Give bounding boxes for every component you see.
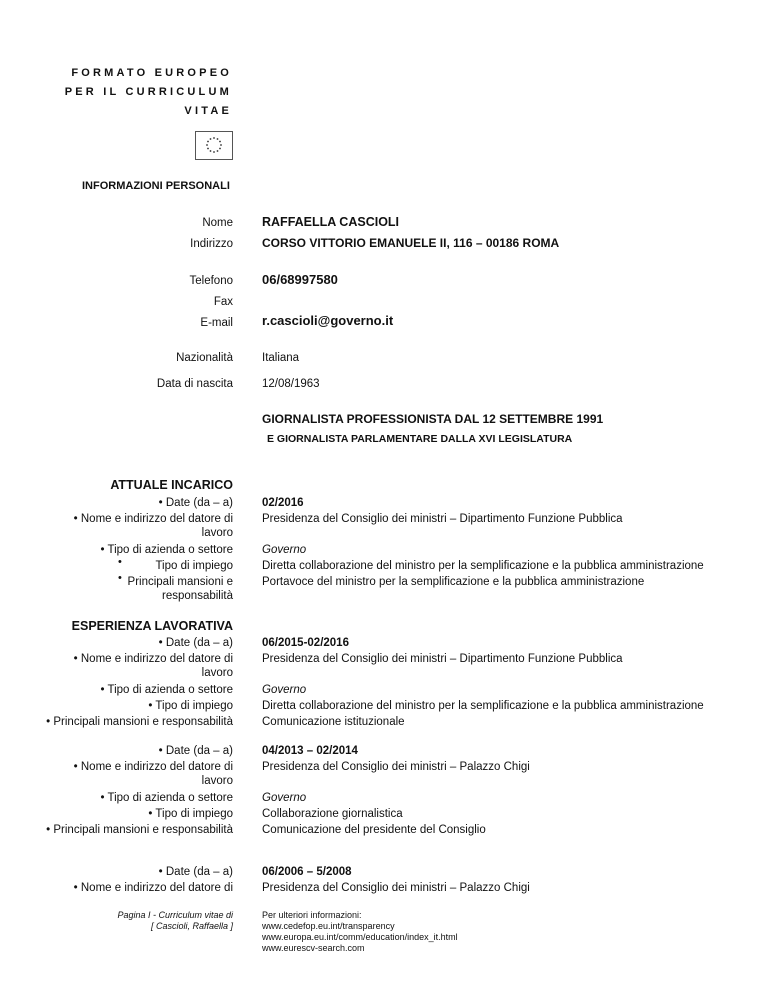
label-azienda: • Tipo di azienda o settore xyxy=(100,684,233,696)
value-nome: RAFFAELLA CASCIOLI xyxy=(262,215,400,229)
label-impiego: • Tipo di impiego xyxy=(148,808,233,820)
current-date: 02/2016 xyxy=(262,497,304,509)
bullet-icon: • xyxy=(118,556,122,568)
label-azienda: • Tipo di azienda o settore xyxy=(100,792,233,804)
current-impiego: Diretta collaborazione del ministro per la semplificazione e la pubblica amministrazione xyxy=(262,560,704,572)
current-datore: Presidenza del Consiglio dei ministri – Dipartimento Funzione Pubblica xyxy=(262,513,623,525)
eu-flag-logo xyxy=(195,131,233,160)
job-2-date: 04/2013 – 02/2014 xyxy=(262,745,358,757)
current-mansioni: Portavoce del ministro per la semplificazione e la pubblica amministrazione xyxy=(262,576,645,588)
label-indirizzo: Indirizzo xyxy=(190,238,233,250)
value-nazionalita: Italiana xyxy=(262,352,300,364)
current-azienda: Governo xyxy=(262,544,307,556)
cv-title-line-1: FORMATO EUROPEO xyxy=(71,67,232,79)
label-data-nascita: Data di nascita xyxy=(156,378,233,390)
job-2-impiego: Collaborazione giornalistica xyxy=(262,808,403,820)
label-date: • Date (da – a) xyxy=(158,866,233,878)
footer-link-cedefop[interactable]: www.cedefop.eu.int/transparency xyxy=(262,921,395,931)
label-email: E-mail xyxy=(200,317,233,329)
label-date: • Date (da – a) xyxy=(158,745,233,757)
job-1-impiego: Diretta collaborazione del ministro per la semplificazione e la pubblica amministrazione xyxy=(262,700,704,712)
value-data-nascita: 12/08/1963 xyxy=(262,378,320,390)
value-email: r.cascioli@governo.it xyxy=(262,313,394,328)
footer-link-eurescv[interactable]: www.eurescv-search.com xyxy=(262,943,365,953)
label-azienda: • Tipo di azienda o settore xyxy=(100,544,233,556)
section-title-personal: INFORMAZIONI PERSONALI xyxy=(82,180,230,192)
label-datore: • Nome e indirizzo del datore di xyxy=(73,761,233,773)
label-datore-cont: lavoro xyxy=(201,527,233,539)
label-mansioni: • Principali mansioni e responsabilità xyxy=(46,716,233,728)
label-date: • Date (da – a) xyxy=(158,637,233,649)
label-datore: • Nome e indirizzo del datore di xyxy=(73,653,233,665)
label-mansioni-cont: responsabilità xyxy=(162,590,233,602)
label-nome: Nome xyxy=(202,217,233,229)
label-mansioni: Principali mansioni e xyxy=(127,576,233,588)
footer-name-label: [ Cascioli, Raffaella ] xyxy=(150,921,233,931)
job-1-datore: Presidenza del Consiglio dei ministri – Dipartimento Funzione Pubblica xyxy=(262,653,623,665)
job-2-mansioni: Comunicazione del presidente del Consiglio xyxy=(262,824,486,836)
bullet-icon: • xyxy=(118,572,122,584)
label-impiego: Tipo di impiego xyxy=(155,560,233,572)
section-title-experience: ESPERIENZA LAVORATIVA xyxy=(71,619,233,633)
label-datore: • Nome e indirizzo del datore di xyxy=(73,882,233,894)
job-1-mansioni: Comunicazione istituzionale xyxy=(262,716,405,728)
value-indirizzo: CORSO VITTORIO EMANUELE II, 116 – 00186 ROMA xyxy=(262,236,560,250)
label-date: • Date (da – a) xyxy=(158,497,233,509)
job-2-datore: Presidenza del Consiglio dei ministri – Palazzo Chigi xyxy=(262,761,530,773)
job-1-azienda: Governo xyxy=(262,684,307,696)
job-3-date: 06/2006 – 5/2008 xyxy=(262,866,352,878)
label-telefono: Telefono xyxy=(189,275,233,287)
eu-stars-icon xyxy=(196,132,232,159)
footer-link-europa[interactable]: www.europa.eu.int/comm/education/index_it.html xyxy=(262,932,458,942)
footer-info-heading: Per ulteriori informazioni: xyxy=(262,910,362,920)
label-impiego: • Tipo di impiego xyxy=(148,700,233,712)
label-datore: • Nome e indirizzo del datore di xyxy=(73,513,233,525)
cv-title-line-2: PER IL CURRICULUM xyxy=(64,86,232,98)
job-3-datore: Presidenza del Consiglio dei ministri – Palazzo Chigi xyxy=(262,882,530,894)
label-datore-cont: lavoro xyxy=(201,775,233,787)
job-1-date: 06/2015-02/2016 xyxy=(262,637,349,649)
cv-title-line-3: VITAE xyxy=(184,105,232,117)
section-title-current: ATTUALE INCARICO xyxy=(110,478,233,492)
footer-page-label: Pagina I - Curriculum vitae di xyxy=(117,910,233,920)
label-mansioni: • Principali mansioni e responsabilità xyxy=(46,824,233,836)
label-fax: Fax xyxy=(213,296,233,308)
journalist-note-line-2: E GIORNALISTA PARLAMENTARE DALLA XVI LEGISLATURA xyxy=(267,433,573,445)
journalist-note-line-1: GIORNALISTA PROFESSIONISTA DAL 12 SETTEMBRE 1991 xyxy=(262,412,604,426)
job-2-azienda: Governo xyxy=(262,792,307,804)
label-nazionalita: Nazionalità xyxy=(176,352,233,364)
value-telefono: 06/68997580 xyxy=(262,272,338,287)
label-datore-cont: lavoro xyxy=(201,667,233,679)
